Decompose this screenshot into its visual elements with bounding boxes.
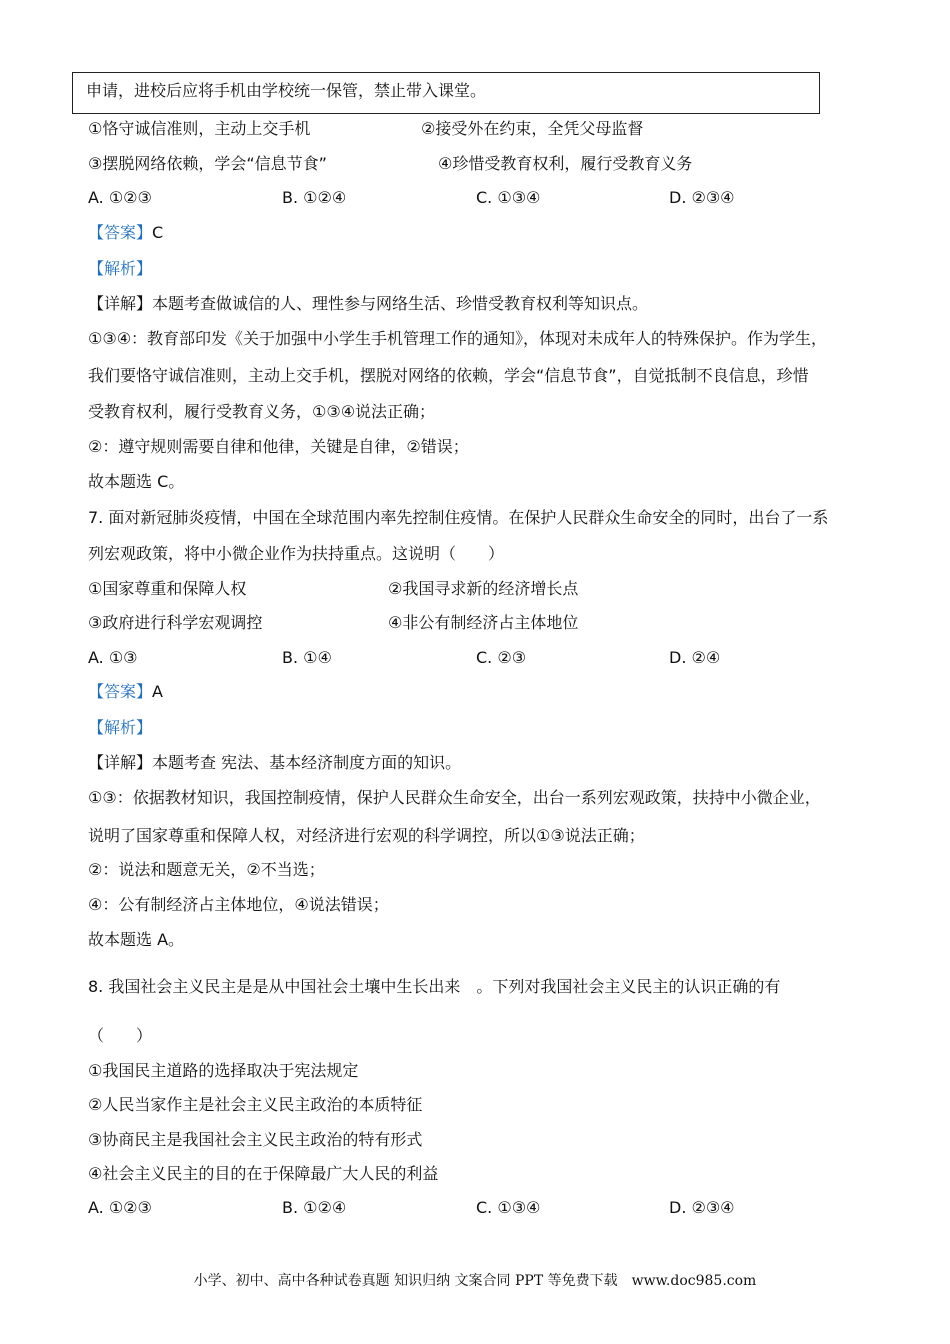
q6-explanation-2: 我们要恪守诚信准则，主动上交手机，摆脱对网络的依赖，学会“信息节食”，自觉抵制不良信息，珍惜 — [88, 366, 809, 385]
q6-choice-c: C. ①③④ — [476, 188, 541, 207]
detail-text: 本题考查做诚信的人、理性参与网络生活、珍惜受教育权利等知识点。 — [152, 294, 649, 313]
answer-tag: 【答案】 — [88, 682, 153, 701]
q7-detail — [88, 753, 461, 773]
q6-option-2: ②接受外在约束，全凭父母监督 — [421, 119, 644, 138]
q6-answer — [88, 223, 163, 243]
q8-choice-c: C. ①③④ — [476, 1198, 541, 1217]
answer-value: C — [152, 223, 164, 242]
q8-choice-d: D. ②③④ — [669, 1198, 735, 1217]
q6-choice-b: B. ①②④ — [282, 188, 347, 207]
q7-explanation-1: ①③：依据教材知识，我国控制疫情，保护人民群众生命安全，出台一系列宏观政策，扶持中小微企业， — [88, 788, 821, 807]
q7-analysis-tag: 【解析】 — [88, 718, 153, 737]
q7-option-1: ①国家尊重和保障人权 — [88, 579, 247, 598]
q6-explanation-3: 受教育权利，履行受教育义务，①③④说法正确； — [88, 402, 436, 421]
q7-explanation-4: ④：公有制经济占主体地位，④说法错误； — [88, 895, 389, 914]
q8-stem-2: （ ） — [88, 1026, 153, 1045]
detail-text: 本题考查 宪法、基本经济制度方面的知识。 — [152, 753, 462, 772]
q6-option-3: ③摆脱网络依赖，学会“信息节食” — [88, 154, 327, 173]
q7-answer — [88, 682, 163, 702]
material-box — [72, 72, 820, 114]
q7-explanation-3: ②：说法和题意无关，②不当选； — [88, 860, 325, 879]
q6-conclusion: 故本题选 C。 — [88, 472, 185, 491]
q6-option-1: ①恪守诚信准则，主动上交手机 — [88, 119, 311, 138]
q6-choice-a: A. ①②③ — [88, 188, 152, 207]
q8-option-2: ②人民当家作主是社会主义民主政治的本质特征 — [88, 1095, 423, 1114]
q7-choice-d: D. ②④ — [669, 648, 721, 667]
q7-choice-a: A. ①③ — [88, 648, 138, 667]
q6-analysis-tag: 【解析】 — [88, 259, 153, 278]
q6-choice-d: D. ②③④ — [669, 188, 735, 207]
q7-explanation-2: 说明了国家尊重和保障人权，对经济进行宏观的科学调控，所以①③说法正确； — [88, 826, 645, 845]
q8-option-4: ④社会主义民主的目的在于保障最广大人民的利益 — [88, 1164, 439, 1183]
q6-explanation-4: ②：遵守规则需要自律和他律，关键是自律，②错误； — [88, 437, 469, 456]
q7-conclusion: 故本题选 A。 — [88, 930, 185, 949]
q7-choice-c: C. ②③ — [476, 648, 527, 667]
q8-option-1: ①我国民主道路的选择取决于宪法规定 — [88, 1061, 359, 1080]
q7-stem-2: 列宏观政策，将中小微企业作为扶持重点。这说明（ ） — [88, 544, 505, 563]
q7-option-3: ③政府进行科学宏观调控 — [88, 613, 263, 632]
q8-choice-b: B. ①②④ — [282, 1198, 347, 1217]
answer-value: A — [152, 682, 163, 701]
q7-stem-1: 7. 面对新冠肺炎疫情，中国在全球范围内率先控制住疫情。在保护人民群众生命安全的同时，出台了一系 — [88, 508, 829, 527]
q6-option-4: ④珍惜受教育权利，履行受教育义务 — [438, 154, 693, 173]
q6-explanation-1: ①③④：教育部印发《关于加强中小学生手机管理工作的通知》，体现对未成年人的特殊保护。作为学生， — [88, 329, 828, 348]
q8-stem-1: 8. 我国社会主义民主是是从中国社会土壤中生长出来 。下列对我国社会主义民主的认识正确的有 — [88, 977, 781, 996]
detail-tag: 【详解】 — [88, 753, 153, 772]
answer-tag: 【答案】 — [88, 223, 153, 242]
q7-choice-b: B. ①④ — [282, 648, 332, 667]
material-text: 申请，进校后应将手机由学校统一保管，禁止带入课堂。 — [86, 81, 487, 100]
q8-option-3: ③协商民主是我国社会主义民主政治的特有形式 — [88, 1130, 423, 1149]
detail-tag: 【详解】 — [88, 294, 153, 313]
page-footer: 小学、初中、高中各种试卷真题 知识归纳 文案合同 PPT 等免费下载 www.doc985.com — [193, 1273, 757, 1289]
q7-option-2: ②我国寻求新的经济增长点 — [388, 579, 579, 598]
q6-detail — [88, 294, 648, 314]
q8-choice-a: A. ①②③ — [88, 1198, 152, 1217]
q7-option-4: ④非公有制经济占主体地位 — [388, 613, 579, 632]
